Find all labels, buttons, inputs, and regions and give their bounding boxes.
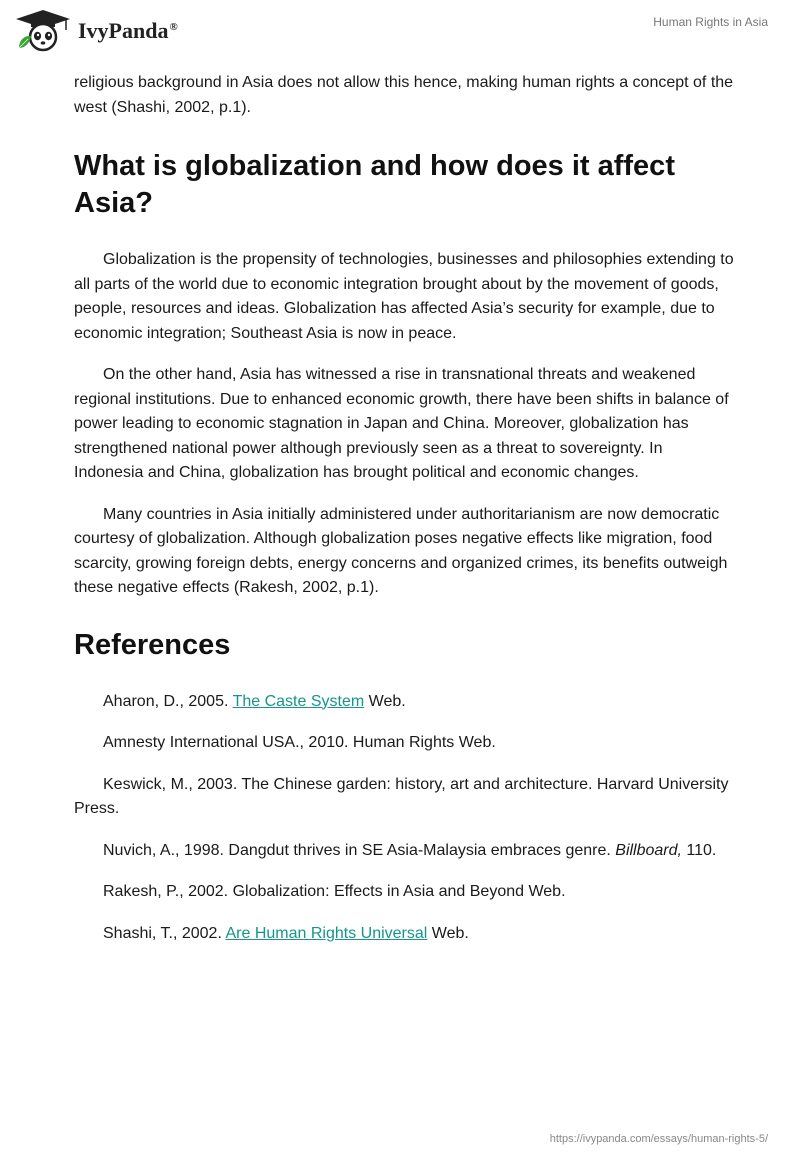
reference-item: Aharon, D., 2005. The Caste System Web. — [103, 692, 406, 710]
paragraph: Globalization is the propensity of technologies, businesses and philosophies extending to all parts of the world due to economic integration brought about by the movement of goods, people, resources and ideas. Globalization has affected Asia’s security for example, due to economic integration; Southeast Asia is now in peace. — [74, 251, 734, 342]
paragraph: Many countries in Asia initially administered under authoritarianism are now democratic courtesy of globalization. Although globalization poses negative effects like migration, food scarcity, growing foreign debts, energy concerns and organized crimes, its benefits outweigh these negative effects (Rakesh, 2002, p.1). — [74, 505, 728, 596]
reference-item: Shashi, T., 2002. Are Human Rights Universal Web. — [103, 924, 469, 942]
ivypanda-logo[interactable] — [14, 8, 178, 52]
page-header — [0, 0, 800, 70]
source-url: https://ivypanda.com/essays/human-rights-5/ — [549, 1133, 768, 1145]
paragraph: On the other hand, Asia has witnessed a rise in transnational threats and weakened regional institutions. Due to enhanced economic growth, there have been shifts in balance of power leading to economic stagnation in Japan and China. Moreover, globalization has strengthened national power although previously seen as a threat to sovereignty. In Indonesia and China, globalization has brought political and economic changes. — [74, 366, 729, 481]
reference-link-human-rights-universal[interactable]: Are Human Rights Universal — [225, 924, 428, 942]
section-heading-globalization: What is globalization and how does it affect Asia? — [74, 150, 675, 219]
paragraph-continued: religious background in Asia does not allow this hence, making human rights a concept of the west (Shashi, 2002, p.1). — [74, 74, 734, 116]
brand-name: IvyPanda® — [78, 18, 178, 43]
document-title: Human Rights in Asia — [653, 15, 768, 29]
reference-link-caste-system[interactable]: The Caste System — [232, 692, 365, 710]
reference-item: Keswick, M., 2003. The Chinese garden: history, art and architecture. Harvard University Press. — [74, 775, 729, 817]
reference-item: Nuvich, A., 1998. Dangdut thrives in SE Asia-Malaysia embraces genre. Billboard, 110. — [103, 841, 717, 859]
reference-item: Amnesty International USA., 2010. Human Rights Web. — [103, 734, 496, 751]
article-body — [74, 71, 734, 963]
panda-icon — [14, 8, 72, 52]
reference-item: Rakesh, P., 2002. Globalization: Effects in Asia and Beyond Web. — [103, 883, 566, 900]
references-heading: References — [74, 628, 231, 661]
